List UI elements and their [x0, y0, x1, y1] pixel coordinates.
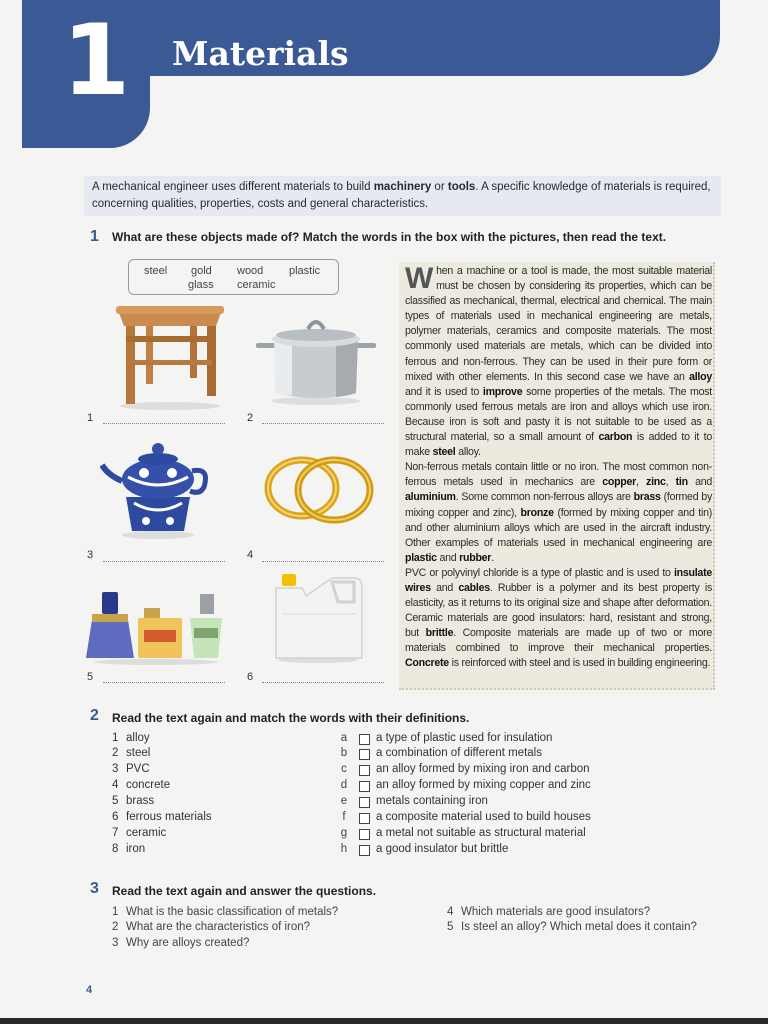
article-text-run: . Some common non-ferrous alloys are [455, 491, 634, 504]
unit-title: Materials [172, 34, 349, 73]
intro-bold-machinery: machinery [373, 181, 432, 193]
article-text-run: and [436, 551, 460, 564]
picture-1-answer-line[interactable] [103, 423, 225, 424]
definition-letter: g [340, 827, 348, 839]
intro-box [84, 176, 721, 216]
article-text-run: . Rubber is a polymer and its best property is elasticity, as it returns to its original size and shape after deformation. Ceramic materials are good insulators: hard, resistant and strong, but [405, 581, 712, 640]
word-plastic: plastic [289, 265, 321, 277]
intro-text: or [431, 181, 448, 193]
gold-rings-image [262, 450, 378, 530]
intro-text: A mechanical engineer uses different materials to build [92, 181, 374, 193]
answer-checkbox[interactable] [359, 813, 370, 824]
word-number: 7 [112, 827, 119, 839]
picture-2-answer-line[interactable] [262, 423, 384, 424]
picture-1-number: 1 [87, 412, 94, 424]
definition-text: a combination of different metals [376, 747, 542, 759]
article-keyword: brittle [425, 627, 454, 640]
article-text-run: hen a machine or a tool is made, the most suitable material must be chosen by considering its properties, which can be classified as mechanical, thermal, electrical and chemical. The main types of materials used in mechanical engineering are metals, polymer materials, ceramics and composite materials. The most commonly used materials are metals, which can be divided into ferrous and non-ferrous. They can be used in their pure form or mixed with other elements. In this second case we have an [405, 265, 712, 383]
intro-bold-tools: tools [447, 181, 476, 193]
word-item: ferrous materials [126, 811, 212, 823]
article-text-run: some properties of the metals. The most commonly used ferrous metals are iron and alloys which use iron. Because iron is soft and pasty it is not suitable to be used as a structural material, so a small amount of [405, 385, 712, 444]
page-number: 4 [86, 984, 93, 996]
word-item: steel [126, 747, 151, 759]
word-box [128, 259, 339, 295]
page-bottom-edge [0, 1018, 768, 1024]
question-text: What are the characteristics of iron? [126, 921, 311, 933]
answer-checkbox[interactable] [359, 749, 370, 760]
article-text-run: . Composite materials are made up of two or more materials combined to improve their mechanical properties. [405, 627, 713, 655]
article-keyword: copper [602, 476, 637, 489]
question-number: 3 [112, 937, 119, 949]
picture-2-number: 2 [247, 412, 254, 424]
word-item: concrete [126, 779, 171, 791]
picture-3-number: 3 [87, 549, 94, 561]
question-number: 5 [447, 921, 454, 933]
exercise-1-number: 1 [90, 228, 99, 245]
article-text-run: and [430, 581, 459, 594]
article-text-run: (formed by mixing copper and tin) and other aluminium alloys which are used in the aircraft industry. Other examples of materials used in mechanical engineering are [405, 506, 712, 549]
picture-6-number: 6 [247, 671, 254, 683]
article-text-run: is added to it to make [405, 431, 712, 459]
word-item: brass [126, 795, 155, 807]
word-number: 4 [112, 779, 119, 791]
article-keyword: Concrete [405, 657, 449, 670]
word-number: 5 [112, 795, 119, 807]
definition-letter: f [342, 811, 346, 823]
word-ceramic: ceramic [237, 279, 276, 291]
article-keyword: zinc [646, 476, 666, 489]
article-body [405, 262, 713, 670]
word-number: 2 [112, 747, 119, 759]
answer-checkbox[interactable] [359, 797, 370, 808]
answer-checkbox[interactable] [359, 845, 370, 856]
exercise-3-number: 3 [90, 880, 99, 897]
definition-letter: c [341, 763, 347, 775]
picture-4-answer-line[interactable] [262, 561, 384, 562]
definition-text: an alloy formed by mixing iron and carbon [376, 763, 590, 775]
article-text-run: is reinforced with steel and is used in building engineering. [448, 657, 711, 670]
picture-5-number: 5 [87, 671, 94, 683]
article-text-run: (formed by mixing copper and zinc), [405, 491, 712, 519]
perfume-bottles-image [86, 590, 226, 666]
article-keyword: tin [675, 476, 688, 489]
answer-checkbox[interactable] [359, 829, 370, 840]
answer-checkbox[interactable] [359, 734, 370, 745]
word-item: ceramic [126, 827, 167, 839]
definition-letter: h [340, 843, 348, 855]
definition-text: a composite material used to build houses [376, 811, 591, 823]
definition-text: a good insulator but brittle [376, 843, 509, 855]
intro-text: . A specific knowledge of materials is required, concerning qualities, properties, costs and general characteristics. [92, 181, 711, 210]
article-text-run: , [665, 476, 676, 489]
word-item: iron [126, 843, 146, 855]
article-keyword: improve [482, 385, 523, 398]
article-text [405, 264, 712, 672]
exercise-1-instruction: What are these objects made of? Match the words in the box with the pictures, then read the text. [112, 230, 667, 244]
question-text: Which materials are good insulators? [461, 906, 651, 918]
plastic-canister-image [272, 574, 364, 664]
article-keyword: carbon [598, 431, 633, 444]
definition-text: a metal not suitable as structural material [376, 827, 586, 839]
exercise-2-instruction: Read the text again and match the words with their definitions. [112, 711, 470, 725]
definition-letter: b [340, 747, 348, 759]
exercise-3-instruction: Read the text again and answer the questions. [112, 884, 377, 898]
question-number: 1 [112, 906, 119, 918]
word-item: PVC [126, 763, 150, 775]
answer-checkbox[interactable] [359, 781, 370, 792]
article-keyword: bronze [520, 506, 554, 519]
article-keyword: cables [458, 581, 490, 594]
article-text-run: and [687, 476, 712, 489]
definition-letter: a [340, 732, 348, 744]
article-text-run: , [636, 476, 647, 489]
word-number: 3 [112, 763, 119, 775]
article-text-run: and it is used to [405, 385, 483, 398]
article-keyword: plastic [405, 551, 437, 564]
answer-checkbox[interactable] [359, 765, 370, 776]
article-keyword: aluminium [405, 491, 456, 504]
article-keyword: rubber [459, 551, 492, 564]
definition-text: metals containing iron [376, 795, 488, 807]
question-text: Why are alloys created? [126, 937, 250, 949]
article-keyword: steel [432, 446, 456, 459]
definition-text: a type of plastic used for insulation [376, 732, 553, 744]
word-glass: glass [188, 279, 214, 291]
article-text-run: . [491, 551, 494, 564]
article-text-run: Non-ferrous metals contain little or no iron. The most common non-ferrous metals used in mechanics are [405, 461, 712, 489]
article-text-run: PVC or polyvinyl chloride is a type of plastic and is used to [405, 566, 674, 579]
word-number: 8 [112, 843, 119, 855]
question-number: 4 [447, 906, 454, 918]
question-text: Is steel an alloy? Which metal does it contain? [461, 921, 697, 933]
article-text-run: alloy. [455, 446, 481, 459]
picture-3-answer-line[interactable] [103, 561, 225, 562]
word-item: alloy [126, 732, 150, 744]
word-gold: gold [191, 265, 212, 277]
word-steel: steel [144, 265, 168, 277]
teapot-image [100, 437, 212, 539]
picture-6-answer-line[interactable] [262, 682, 384, 683]
exercise-2-number: 2 [90, 707, 99, 724]
article-keyword: insulate wires [405, 566, 712, 594]
question-number: 2 [112, 921, 119, 933]
question-text: What is the basic classification of metals? [126, 906, 339, 918]
definition-letter: d [340, 779, 348, 791]
article-dropcap: W [405, 262, 434, 295]
article-keyword: alloy [689, 370, 712, 383]
pot-image [252, 315, 380, 405]
picture-5-answer-line[interactable] [103, 682, 225, 683]
picture-4-number: 4 [247, 549, 254, 561]
definition-text: an alloy formed by mixing copper and zinc [376, 779, 591, 791]
article-keyword: brass [633, 491, 661, 504]
word-number: 6 [112, 811, 119, 823]
word-number: 1 [112, 732, 119, 744]
definition-letter: e [340, 795, 348, 807]
word-wood: wood [237, 265, 264, 277]
stool-image [110, 302, 230, 410]
unit-number: 1 [62, 4, 131, 118]
